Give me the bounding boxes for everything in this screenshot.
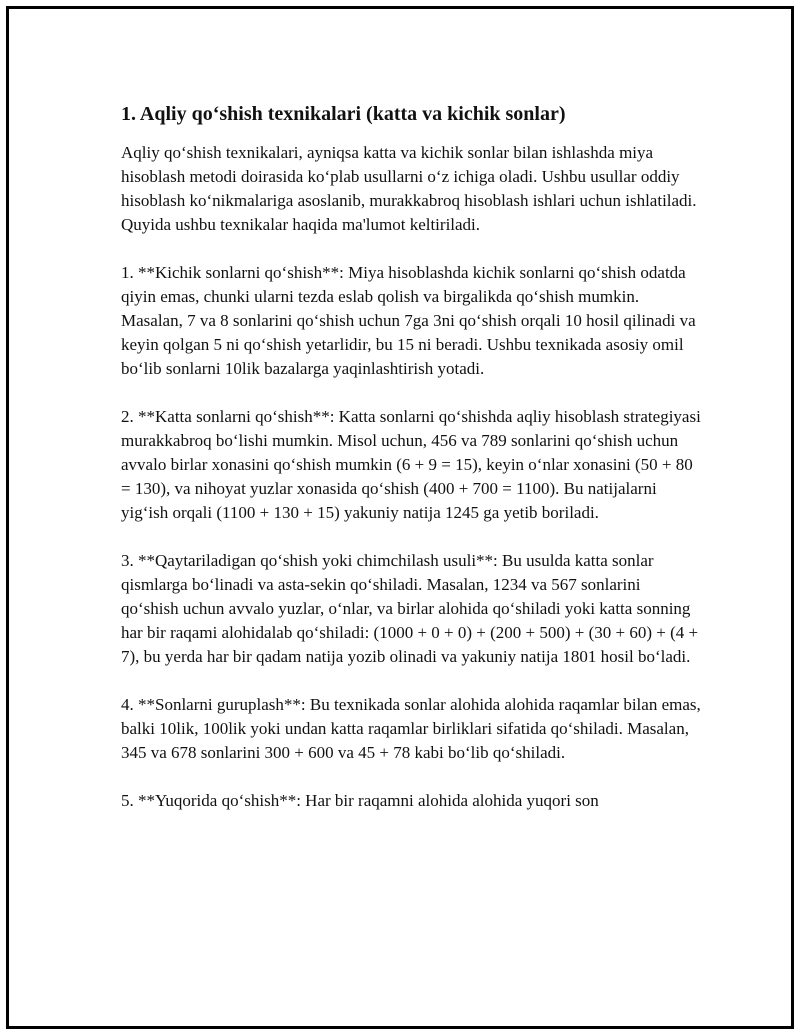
- document-heading: 1. Aqliy qo‘shish texnikalari (katta va kichik sonlar): [121, 103, 566, 125]
- page-frame: [6, 6, 794, 1029]
- document-body: [121, 101, 701, 837]
- intro-paragraph: Aqliy qo‘shish texnikalari, ayniqsa katta va kichik sonlar bilan ishlashda miya hisoblash metodi doirasida ko‘plab usullarni o‘z ichiga oladi. Ushbu usullar oddiy hisoblash ko‘nikmalariga asoslanib, murakkabroq hisoblash ishlari uchun ishlatiladi. Quyida ushbu texnikalar haqida ma'lumot keltiriladi.: [121, 143, 697, 234]
- paragraph-grouping: 4. **Sonlarni guruplash**: Bu texnikada sonlar alohida alohida raqamlar bilan emas, balki 10lik, 100lik yoki undan katta raqamlar birliklari sifatida qo‘shiladi. Masalan, 345 va 678 sonlarini 300 + 600 va 45 + 78 kabi bo‘lib qo‘shiladi.: [121, 695, 701, 762]
- paragraph-small-numbers: 1. **Kichik sonlarni qo‘shish**: Miya hisoblashda kichik sonlarni qo‘shish odatda qiyin emas, chunki ularni tezda eslab qolish va birgalikda qo‘shish mumkin. Masalan, 7 va 8 sonlarini qo‘shish uchun 7ga 3ni qo‘shish orqali 10 hosil qilinadi va keyin qolgan 5 ni qo‘shish yetarlidir, bu 15 ni beradi. Ushbu texnikada asosiy omil bo‘lib sonlarni 10lik bazalarga yaqinlashtirish yotadi.: [121, 263, 696, 378]
- paragraph-split-method: 3. **Qaytariladigan qo‘shish yoki chimchilash usuli**: Bu usulda katta sonlar qismlarga bo‘linadi va asta-sekin qo‘shiladi. Masalan, 1234 va 567 sonlarini qo‘shish uchun avvalo yuzlar, o‘nlar, va birlar alohida qo‘shiladi yoki katta sonning har bir raqami alohidalab qo‘shiladi: (1000 + 0 + 0) + (200 + 500) + (30 + 60) + (4 + 7), bu yerda har bir qadam natija yozib olinadi va yakuniy natija 1801 hosil bo‘ladi.: [121, 551, 699, 666]
- paragraph-large-numbers: 2. **Katta sonlarni qo‘shish**: Katta sonlarni qo‘shishda aqliy hisoblash strategiyasi murakkabroq bo‘lishi mumkin. Misol uchun, 456 va 789 sonlarini qo‘shish uchun avvalo birlar xonasini qo‘shish mumkin (6 + 9 = 15), keyin o‘nlar xonasini (50 + 80 = 130), va nihoyat yuzlar xonasida qo‘shish (400 + 700 = 1100). Bu natijalarni yig‘ish orqali (1100 + 130 + 15) yakuniy natija 1245 ga yetib boriladi.: [121, 407, 701, 522]
- paragraph-add-up: 5. **Yuqorida qo‘shish**: Har bir raqamni alohida alohida yuqori son: [121, 791, 599, 810]
